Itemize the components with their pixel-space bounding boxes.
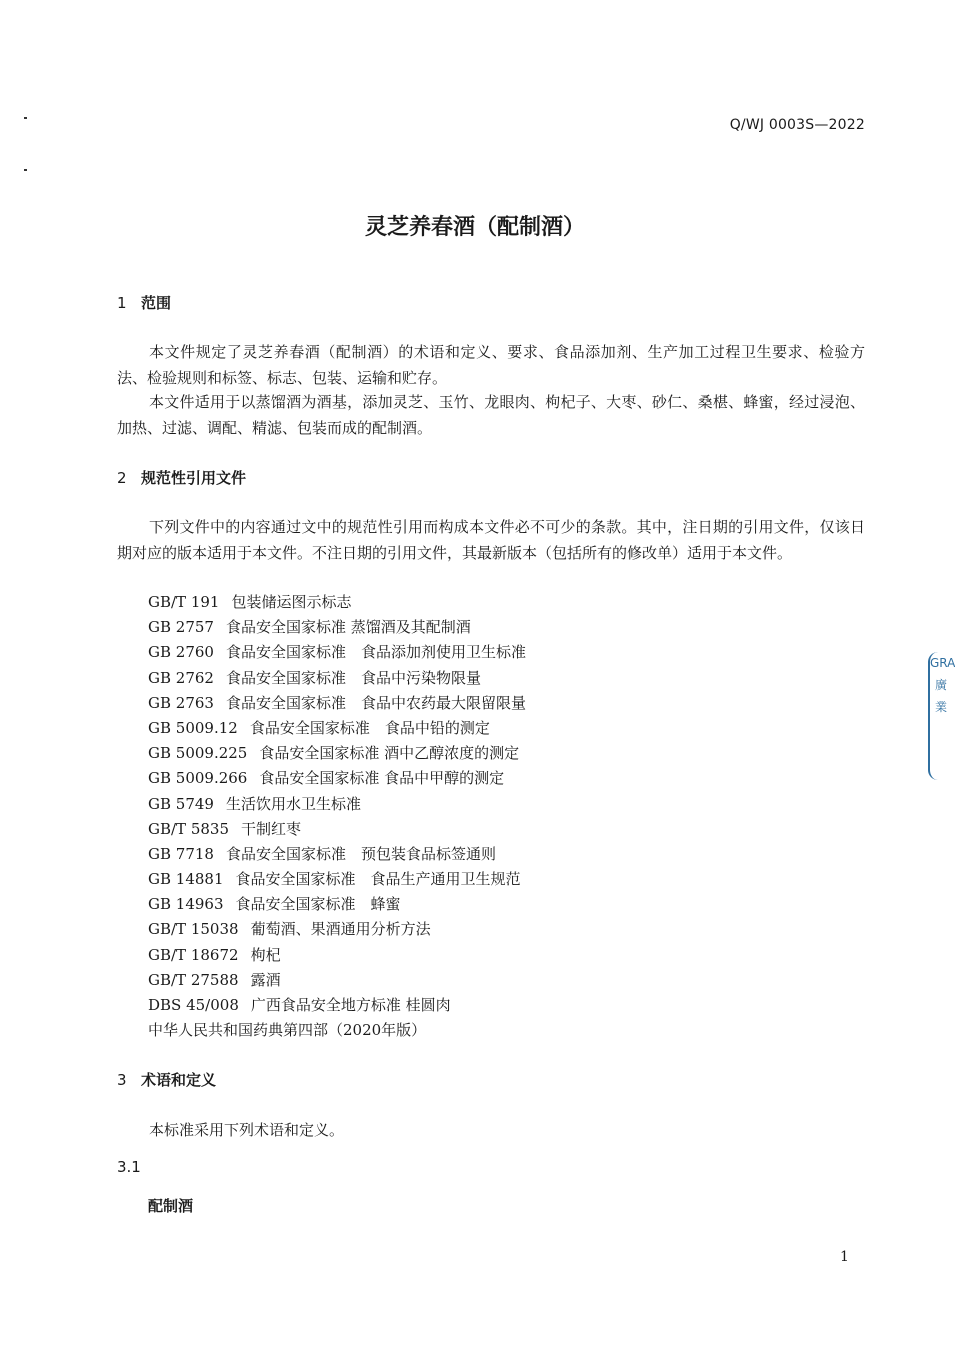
- reference-title: 食品安全国家标准 食品中铅的测定: [249, 718, 490, 737]
- document-code: Q/WJ 0003S—2022: [729, 117, 865, 133]
- reference-code: GB/T 18672: [148, 945, 239, 964]
- reference-item: [148, 943, 526, 968]
- reference-code: GB 7718: [148, 844, 214, 863]
- reference-code: GB 2760: [148, 643, 214, 662]
- section-2-heading: 2 规范性引用文件: [117, 469, 247, 487]
- reference-item: [148, 842, 526, 867]
- reference-code: GB/T 191: [148, 593, 220, 611]
- reference-code: GB 14881: [148, 870, 224, 889]
- reference-item: [148, 640, 526, 665]
- subsection-number: 3.1: [117, 1158, 141, 1176]
- reference-title: 食品安全国家标准 酒中乙醇浓度的测定: [259, 744, 520, 763]
- reference-title: 干制红枣: [241, 819, 302, 838]
- reference-item: [148, 792, 526, 817]
- reference-code: GB 2762: [148, 668, 214, 687]
- reference-title: 食品安全国家标准 食品中污染物限量: [225, 668, 481, 687]
- reference-code: GB 5749: [148, 794, 214, 813]
- reference-item: [148, 1018, 526, 1043]
- reference-item: [148, 741, 526, 766]
- margin-mark: [24, 169, 27, 171]
- reference-title: 露酒: [250, 970, 281, 989]
- reference-code: GB/T 15038: [148, 920, 239, 939]
- reference-item: [148, 691, 526, 716]
- reference-code: GB/T 27588: [148, 970, 239, 989]
- reference-item: [148, 917, 526, 942]
- reference-item: [148, 892, 526, 917]
- reference-title: 食品安全国家标准 食品中农药最大限留限量: [225, 693, 526, 712]
- reference-item: [148, 615, 526, 640]
- reference-item: [148, 590, 526, 615]
- reference-code: GB 2757: [148, 618, 214, 637]
- reference-item: [148, 716, 526, 741]
- reference-code: GB/T 5835: [148, 819, 230, 838]
- reference-title: 枸杞: [250, 945, 281, 964]
- term-heading: 配制酒: [148, 1197, 194, 1215]
- reference-code: DBS 45/008: [148, 996, 239, 1014]
- reference-title: 生活饮用水卫生标准: [225, 794, 361, 813]
- reference-item: [148, 968, 526, 993]
- reference-item: [148, 666, 526, 691]
- seal-stamp: GRA 廣 業: [928, 652, 952, 780]
- reference-item: [148, 766, 526, 791]
- reference-item: [148, 867, 526, 892]
- reference-title: 葡萄酒、果酒通用分析方法: [250, 920, 431, 939]
- reference-code: GB 5009.225: [148, 744, 248, 763]
- section-3-paragraph-1: 本标准采用下列术语和定义。: [149, 1121, 345, 1139]
- reference-item: [148, 817, 526, 842]
- reference-code: GB 2763: [148, 693, 214, 712]
- reference-title: 食品安全国家标准 蜂蜜: [235, 895, 401, 914]
- reference-title: 食品安全国家标准 食品生产通用卫生规范: [235, 870, 521, 889]
- page-number: 1: [840, 1249, 849, 1265]
- reference-code: GB 5009.266: [148, 769, 248, 788]
- reference-title: 食品安全国家标准 食品中甲醇的测定: [259, 769, 505, 788]
- section-1-paragraph-2: 本文件适用于以蒸馏酒为酒基，添加灵芝、玉竹、龙眼肉、枸杞子、大枣、砂仁、桑椹、蜂蜜，经过浸泡、加热、过滤、调配、精滤、包装而成的配制酒。: [117, 393, 865, 437]
- document-title: 灵芝养春酒（配制酒）: [364, 215, 585, 240]
- margin-mark: [24, 117, 27, 119]
- reference-title: 食品安全国家标准 食品添加剂使用卫生标准: [225, 643, 526, 662]
- reference-title: 包装储运图示标志: [231, 593, 352, 611]
- section-1-heading: 1 范围: [117, 294, 172, 312]
- section-2-paragraph-1: 下列文件中的内容通过文中的规范性引用而构成本文件必不可少的条款。其中，注日期的引用文件，仅该日期对应的版本适用于本文件。不注日期的引用文件，其最新版本（包括所有的修改单）适用于本文件。: [117, 518, 865, 562]
- reference-title: 食品安全国家标准 蒸馏酒及其配制酒: [225, 618, 471, 637]
- reference-item: [148, 993, 526, 1018]
- reference-title: 中华人民共和国药典第四部（2020年版）: [148, 1021, 427, 1040]
- reference-title: 食品安全国家标准 预包装食品标签通则: [225, 844, 496, 863]
- section-1-paragraph-1: 本文件规定了灵芝养春酒（配制酒）的术语和定义、要求、食品添加剂、生产加工过程卫生要求、检验方法、检验规则和标签、标志、包装、运输和贮存。: [117, 343, 865, 387]
- reference-title: 广西食品安全地方标准 桂圆肉: [250, 996, 451, 1014]
- section-3-heading: 3 术语和定义: [117, 1071, 217, 1089]
- reference-code: GB 5009.12: [148, 718, 238, 737]
- reference-list: [148, 590, 526, 1043]
- reference-code: GB 14963: [148, 895, 224, 914]
